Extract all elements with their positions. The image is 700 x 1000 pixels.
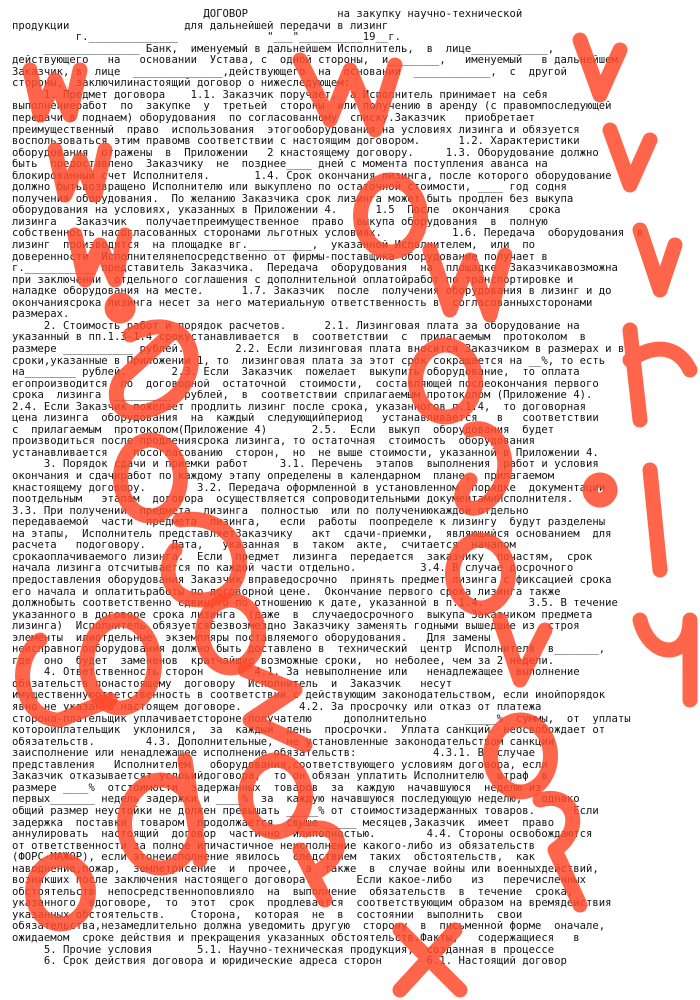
document-line: г.______________ "___"__________19__г. — [12, 32, 402, 44]
document-line: сторона-плательщик уплачиваетстороне-получателю дополнительно _____% суммы, от уплаты — [12, 713, 631, 725]
document-line: 3.3. При получении предмета лизинга полностью или по получениюкаждой отдельно — [12, 505, 529, 517]
document-line: окончания и сдачиработ по каждому этапу определены в календарном плане, прилагаемом — [12, 471, 555, 482]
document-line: размере ___________ рублей. 2.2. Если лизинговая плата вносится Заказчиком в размерах и в — [12, 343, 625, 355]
document-line: расчета подоговору. Дата, указанная в таком акте, считается началом — [12, 540, 516, 552]
document-line: Заказчик, в лице ______________,действующего на основании ____________, с другой — [12, 66, 567, 78]
document-line: от ответственности за полное иличастичное неисполнение какого-либо из обязательств — [12, 840, 535, 852]
document-line: на________ рублей. 2.3. Если Заказчик пожелает выкупить оборудование, то оплата — [12, 367, 580, 379]
document-line: выполнениеработ по закупке у третьей стороны или получению в аренду (с правомпоследующей — [12, 101, 612, 113]
document-line: стороны, заключилинастоящий договор о нижеследующем: — [12, 78, 351, 90]
document-line: лизинга Заказчик получаетпреимущественное право выкупа оборудования в полную — [12, 216, 548, 228]
document-line: с прилагаемым протоколом(Приложение 4) 2.5. Если выкуп оборудования будет — [12, 424, 555, 436]
document-line: производиться после продлениясрока лизинга, то остаточная стоимость оборудования — [12, 436, 535, 448]
document-line: егопроизводится по договорной остаточной стоимости, составляющей послеокончания первого — [12, 378, 599, 390]
document-line: (ФОРС-МАЖОР), если этонеисполнение явилось следствием таких обстоятельств, как — [12, 852, 535, 864]
document-line: собственность насогласованных сторонами льготных условиях. 1.6. Передача оборудования в — [12, 228, 644, 240]
document-line: лизинг производится на площадке вг.__________, указанной Исполнителем, или по — [12, 240, 535, 251]
document-line: представления Исполнителем оборудования,соответствующего условиям договора, если — [12, 759, 548, 771]
document-line: срокаоплачиваемого лизинга. Если предмет лизинга передается заказчику почастям, срок — [12, 551, 593, 563]
document-line: указанный в пп.1.3-1.4 срокустанавливается в соответствии с прилагаемым протоколом в — [12, 332, 587, 344]
document-line: передаваемой части предмета лизинга, если работы поопределе к лизингу будут разделены — [12, 517, 606, 529]
document-line: быть предоставлено Заказчику не позднее____ дней с момента поступления аванса на — [12, 159, 548, 171]
document-line: устанавливается посогласованию сторон, но не выше стоимости, указанной в Приложении 4. — [12, 447, 599, 459]
document-line: кнастоящему договору. 3.2. Передача оформленной в установленном порядке документации — [12, 482, 606, 494]
document-line: его начала и оплатитьработы по договорной цене. Окончание первого срока лизинга также — [12, 586, 561, 598]
document-line: лизинга) Исполнитель обязуетсябезвозмездно Заказчику заменять годными вышедшие из строя — [12, 621, 580, 633]
document-line: наладке оборудования на месте. 1.7. Заказчик после получения оборудования в лизинг и до — [12, 286, 612, 298]
document-line: окончаниясрока лизинга несет за него материальную ответственность в согласованныхсторонами — [12, 297, 593, 309]
document-line: предоставления оборудования Заказчик вправедосрочно принять предмет лизинга с фиксацией срока — [12, 574, 612, 586]
document-line: начала лизинга отсчитывается по каждой части отдельно. 3.4. В случае досрочного — [12, 563, 574, 575]
document-line: получения оборудования. По желанию Заказчика срок лизинга может быть продлен без выкупа — [12, 193, 574, 205]
document-line: неисправногооборудования должно быть доставлено в технический центр Исполнителя в_______, — [12, 644, 606, 656]
document-line: обязательств понастоящему договору Исполнитель и Заказчик несут — [12, 678, 453, 690]
document-line: указанного вдоговоре, то этот срок продлевается соответствующим образом на времядействия — [12, 898, 612, 910]
document-line: общий размер неустойки не должен превышать _____% от стоимостизадержанных товаров. Если — [12, 805, 599, 817]
document-line: сроки,указанные в Приложении 1, то лизинговая плата за этот срок сокращается на __%, то есть — [12, 355, 606, 367]
document-line: срока лизинга _________ рублей, в соответствии сприлагаемым протоколом (Приложение 4). — [12, 390, 593, 402]
document-line: цена лизинга оборудования на каждый следующийпериод устанавливается в соответствии — [12, 413, 599, 425]
document-line: продукции для дальнейшей передачи в лизинг — [12, 20, 389, 32]
document-line: поотдельным этапам договора осуществляется сопроводительными документамиИсполнителя. — [12, 494, 574, 506]
document-line: указанных обстоятельств. Сторона, которая не в состоянии выполнить свои — [12, 909, 523, 921]
document-line: _______________ Банк, именуемый в дальнейшем Исполнитель, в лице____________, — [12, 43, 555, 55]
document-line: преимущественный право использования этогооборудования на условиях лизинга и обязуется — [12, 124, 580, 136]
document-line: размере ____% отстоимости задержанных товаров за каждую начавшуюся неделю из — [12, 782, 542, 794]
document-line: 6. Срок действия договора и юридические адреса сторон 6.1. Настоящий договор — [12, 956, 567, 968]
document-line: оборудования отражены в Приложении 2 кнастоящему договору. 1.3. Оборудование должно — [12, 147, 599, 159]
document-line: имущественнуюответственность в соответствии с действующим законодательством, если инойпорядок — [12, 690, 606, 702]
document-line: 3. Порядок сдачи и приемки работ 3.1. Перечень этапов выполнения работ и условия — [12, 459, 599, 471]
document-line: обязательства,незамедлительно должна уведомить другую сторону в письменной форме оначале, — [12, 921, 606, 933]
document-line: размерах. — [12, 309, 70, 321]
document-line: элементы илиотдельные экземпляры поставляемого оборудования. Для замены — [12, 632, 491, 644]
document-line: где оно будет замененов кратчайшие возможные сроки, но неболее, чем за 2 недели. — [12, 655, 555, 667]
document-line: 2. Стоимость работ и порядок расчетов. 2.1. Лизинговая плата за оборудование на — [12, 320, 580, 332]
document-line: явно не указан в настоящем договоре. 4.2. За просрочку или отказ от платежа — [12, 702, 542, 713]
document-line: задержка поставки товаром продолжается свыше _____ месяцев,Заказчик имеет право — [12, 817, 555, 829]
document-line: доверенности Исполнителянепосредственно от фирмы-поставщика оборудование получает в — [12, 251, 548, 263]
document-line: блокированный счет Исполнителя. 1.4. Срок окончания лизинга, после которого оборудование — [12, 170, 612, 182]
document-line: аннулировать настоящий договор частично илиполностью. 4.4. Стороны освобождаются — [12, 829, 593, 841]
document-line: действующего на основании Устава, с одной стороны, и________, именуемый в дальнейшем — [12, 55, 618, 67]
document-line: оборудования на условиях, указанных в Приложении 4. 1.5 После окончания срока — [12, 205, 561, 217]
document-line: которойплательщик уклонился, за каждый день просрочки. Уплата санкций неосвобождает от — [12, 725, 606, 737]
document-line: заисполнение или ненадлежащее исполнение обязательств: 4.3.1. В случае — [12, 748, 535, 760]
document-line: 5. Прочие условия 5.1. Научно-техническая продукция, созданная в процессе — [12, 944, 555, 956]
document-line: при заключении отдельного соглашения с дополнительной оплатойработ по транспортировке и — [12, 274, 574, 286]
document-line: г.___________ представитель Заказчика. Передача оборудования на площадке Заказчикавозможна — [12, 263, 618, 275]
document-line: должно бытьвозвращено Исполнителю или выкуплено по остаточной стоимости, ____ год содня — [12, 182, 567, 194]
document-line: указанного в договоре срока лизинга (даже в случаедосрочного выкупа Заказчиком предмета — [12, 609, 593, 621]
document-line: обязательств. 4.3. Дополнительные, не установленные законодательством санкции — [12, 736, 555, 748]
document-line: воспользоваться этим правомв соответствии с настоящим договором. 1.2. Характеристики — [12, 136, 580, 148]
document-line: 1. Предмет договора 1.1. Заказчик поручает, а Исполнитель принимает на себя — [12, 89, 548, 101]
document-line: первых_______ недель задержки и ____% за каждую начавшуюся последующую неделю, однако — [12, 794, 580, 806]
document-line: 4. Ответственность сторон 4.1. За невыполнение или ненадлежащее выполнение — [12, 667, 580, 679]
document-line: на этапы, Исполнитель представляетЗаказчику акт сдачи-приемки, являющийся основанием для — [12, 528, 612, 540]
document-line: Заказчик отказываетсят услоьийдоговора, то он обязан уплатить Исполнителю штраф в — [12, 771, 548, 783]
document-line: ДОГОВОР на закупку научно-технической — [12, 9, 523, 20]
document-line: должнобыть соответственно сдвинуто по отношению к дате, указанной в п.1.4. 3.5. В течение — [12, 598, 618, 610]
document-line: передачи в поднаем) оборудования по согласованному списку.Заказчик приобретает — [12, 112, 535, 124]
document-line: ожидаемом сроке действия и прекращения указанных обстоятельств.Факты, содержащиеся в — [12, 933, 580, 944]
document-line: наводнение,пожар, землетрясение и прочее, а также в случае войны или военныхдействий, — [12, 863, 599, 875]
document-line: обстоятельств непосредственноповлияло на выполнение обязательств в течение срока, — [12, 886, 574, 898]
document-line: возникших после заключения настоящего договора. Если какое-либо из перечисленных — [12, 875, 587, 887]
document-line: 2.4. Если Заказчик пожелает продлить лизинг после срока, указанногов п.1.4, то договорная — [12, 401, 587, 413]
